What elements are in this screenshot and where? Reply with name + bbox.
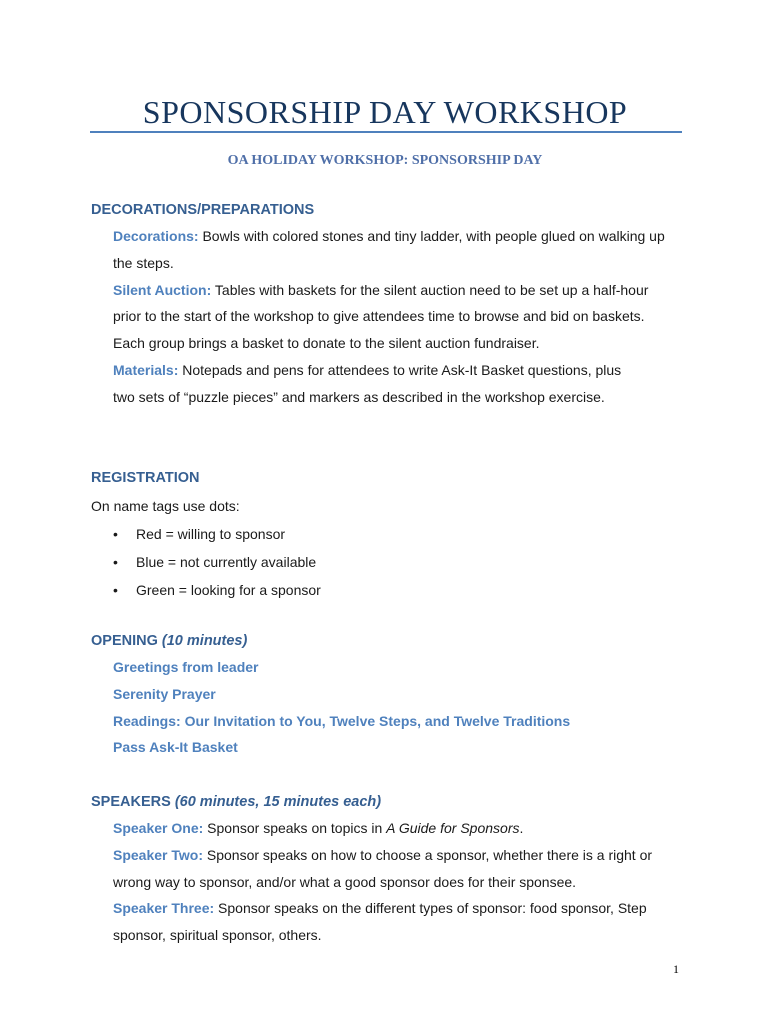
item-lead: Speaker One: xyxy=(113,820,204,836)
registration-section xyxy=(0,468,770,604)
opening-item: Greetings from leader xyxy=(113,659,259,675)
speakers-heading xyxy=(0,792,770,812)
speaker-one-item: Speaker One: Sponsor speaks on topics in A Guide for Sponsors. xyxy=(113,820,524,836)
decorations-item xyxy=(113,223,673,277)
item-text: Notepads and pens for attendees to write Ask-It Basket questions, plus two sets of “puzzle pieces” and markers as described in the workshop exercise. xyxy=(113,361,622,405)
title-underline xyxy=(90,131,682,133)
item-lead: Decorations: xyxy=(113,228,199,244)
item-lead: Silent Auction: xyxy=(113,281,212,298)
list-item: • Red = willing to sponsor xyxy=(0,520,770,548)
list-item: • Blue = not currently available xyxy=(0,548,770,576)
speaker-three-item xyxy=(113,895,673,949)
document-title: SPONSORSHIP DAY WORKSHOP xyxy=(142,94,628,130)
heading-text: SPEAKERS xyxy=(91,794,171,810)
item-lead: Speaker Two: xyxy=(113,846,203,863)
heading-duration: (10 minutes) xyxy=(161,633,248,649)
registration-heading: REGISTRATION xyxy=(91,470,200,486)
speakers-section xyxy=(0,792,770,949)
item-text: Bowls with colored stones and tiny ladder, with people glued on walking up the steps. xyxy=(113,228,665,271)
opening-item: Readings: Our Invitation to You, Twelve Steps, and Twelve Traditions xyxy=(113,712,571,729)
item-lead: Materials: xyxy=(113,361,179,378)
page-number: 1 xyxy=(673,962,679,976)
opening-section xyxy=(0,631,770,761)
item-text: Sponsor speaks on topics in xyxy=(203,820,387,836)
silent-auction-item xyxy=(113,277,673,357)
item-text: Tables with baskets for the silent auction need to be set up a half-hour prior to the start of the workshop to give attendees time to browse and bid on baskets. Each group brings a basket to donate to the silent auction fundraiser. xyxy=(113,281,649,352)
bullet-icon: • xyxy=(113,554,118,570)
bullet-icon: • xyxy=(113,582,118,598)
list-item: • Green = looking for a sponsor xyxy=(0,576,770,604)
registration-intro: On name tags use dots: xyxy=(91,498,240,514)
opening-items xyxy=(0,654,770,761)
speaker-two-item xyxy=(113,842,673,896)
heading-text: OPENING xyxy=(91,633,158,649)
bullet-icon: • xyxy=(113,526,118,542)
item-text: Sponsor speaks on how to choose a sponsor, whether there is a right or wrong way to sponsor, and/or what a good sponsor does for their sponsee. xyxy=(113,846,653,890)
heading-duration: (60 minutes, 15 minutes each) xyxy=(174,794,382,810)
opening-heading xyxy=(0,631,770,651)
document-subtitle: OA HOLIDAY WORKSHOP: SPONSORSHIP DAY xyxy=(227,153,543,168)
item-text: Sponsor speaks on the different types of sponsor: food sponsor, Step sponsor, spiritual sponsor, others. xyxy=(113,900,647,944)
decorations-heading: DECORATIONS/PREPARATIONS xyxy=(91,202,315,218)
dot-legend-list xyxy=(0,520,770,604)
item-lead: Speaker Three: xyxy=(113,900,215,917)
opening-item: Serenity Prayer xyxy=(113,685,216,702)
opening-item: Pass Ask-It Basket xyxy=(113,739,238,756)
item-italic: A Guide for Sponsors xyxy=(386,820,520,836)
decorations-section xyxy=(0,200,770,411)
materials-item xyxy=(113,357,643,411)
